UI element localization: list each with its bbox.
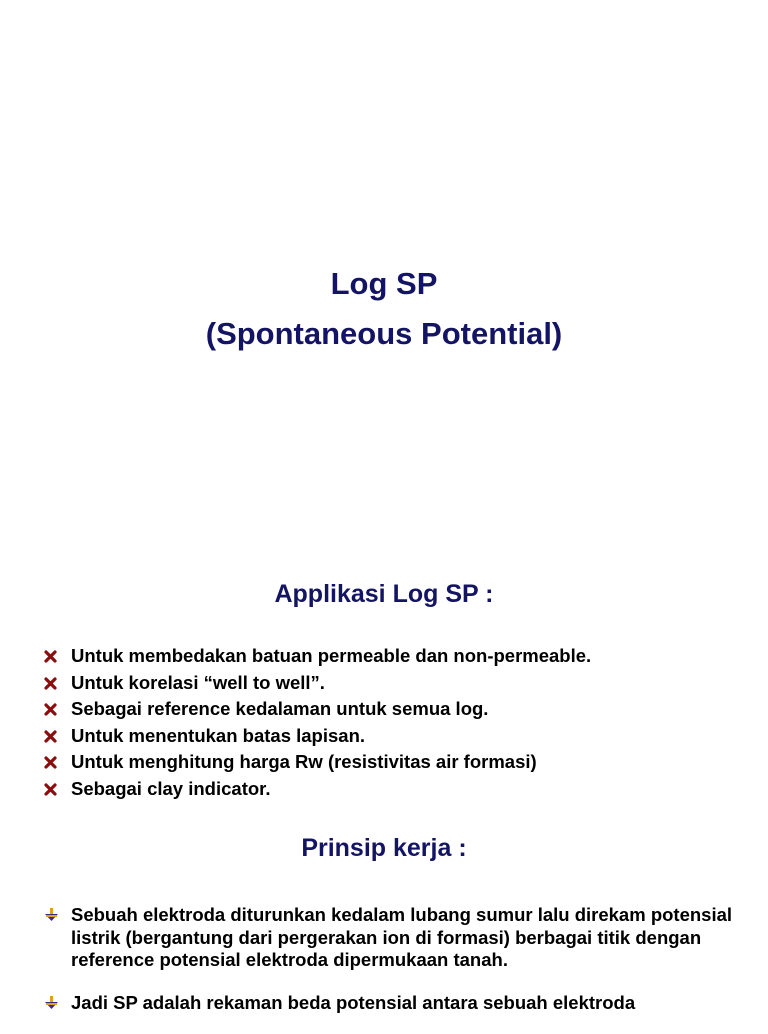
page-title: Log SP — [330, 266, 438, 301]
list-item-text: Untuk korelasi “well to well”. — [71, 671, 325, 693]
list-item-text: Untuk menghitung harga Rw (resistivitas air formasi) — [71, 751, 537, 772]
list-item-text: Sebagai clay indicator. — [71, 777, 271, 799]
applications-list — [44, 645, 591, 804]
list-item — [44, 751, 591, 778]
list-item-text: Sebagai reference kedalaman untuk semua log. — [71, 698, 489, 719]
list-item — [44, 778, 591, 805]
principle-paragraphs — [44, 904, 754, 1034]
arrow-down-icon — [44, 996, 59, 1011]
principle-heading: Prinsip kerja : — [301, 834, 467, 862]
x-mark-icon — [44, 730, 57, 743]
list-item-text: Untuk membedakan batuan permeable dan non-permeable. — [71, 645, 592, 666]
paragraph-text: Jadi SP adalah rekaman beda potensial antara sebuah elektroda — [71, 991, 636, 1013]
list-item — [44, 698, 591, 725]
list-item-text: Untuk menentukan batas lapisan. — [71, 724, 366, 746]
x-mark-icon — [44, 783, 57, 796]
list-item — [44, 725, 591, 752]
list-item — [44, 645, 591, 672]
x-mark-icon — [44, 677, 57, 690]
paragraph-text: Sebuah elektroda diturunkan kedalam lubang sumur lalu direkam potensial listrik (bergantung dari pergerakan ion di formasi) berbagai titik dengan reference potensial elektroda dipermukaan tanah. — [71, 904, 733, 970]
applications-heading: Applikasi Log SP : — [274, 580, 494, 608]
arrow-down-icon — [44, 908, 59, 923]
page-subtitle: (Spontaneous Potential) — [205, 316, 563, 351]
x-mark-icon — [44, 650, 57, 663]
paragraph — [44, 904, 754, 972]
list-item — [44, 672, 591, 699]
x-mark-icon — [44, 756, 57, 769]
paragraph — [44, 992, 754, 1015]
x-mark-icon — [44, 703, 57, 716]
